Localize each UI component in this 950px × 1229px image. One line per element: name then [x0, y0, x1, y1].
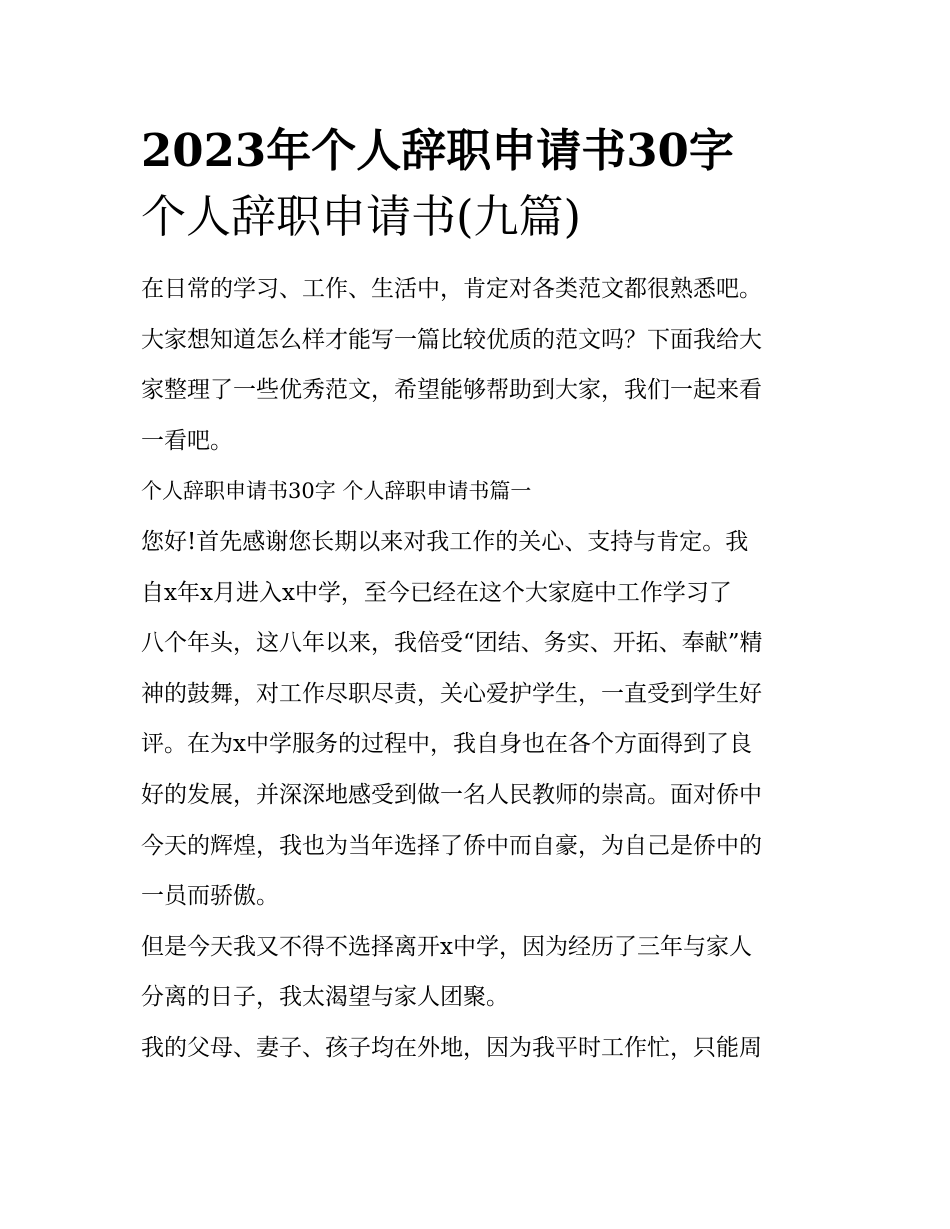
text-line: 我的父母、妻子、孩子均在外地，因为我平时工作忙，只能周: [141, 1034, 762, 1061]
intro-paragraph: [141, 264, 813, 466]
text-line: 家整理了一些优秀范文，希望能够帮助到大家，我们一起来看: [141, 377, 762, 404]
text-line: 分离的日子，我太渴望与家人团聚。: [141, 984, 509, 1011]
text-line: 一看吧。: [141, 427, 233, 454]
document-content: [141, 118, 813, 1074]
text-line: 今天的辉煌，我也为当年选择了侨中而自豪，为自己是侨中的: [141, 832, 762, 859]
text-line: 您好!首先感谢您长期以来对我工作的关心、支持与肯定。我: [141, 528, 749, 555]
body-paragraph: [141, 1023, 813, 1074]
body-paragraph: [141, 517, 813, 922]
text-line: 一员而骄傲。: [141, 883, 279, 910]
text-line: 神的鼓舞，对工作尽职尽责，关心爱护学生，一直受到学生好: [141, 680, 762, 707]
text-line: 八个年头，这八年以来，我倍受“团结、务实、开拓、奉献”精: [141, 630, 763, 657]
text-line: 在日常的学习、工作、生活中，肯定对各类范文都很熟悉吧。: [141, 276, 762, 302]
text-line: 个人辞职申请书30字 个人辞职申请书篇一: [141, 479, 532, 504]
document-title: [141, 118, 813, 250]
text-line: 自x年x月进入x中学，至今已经在这个大家庭中工作学习了: [141, 579, 732, 606]
section-heading: [141, 466, 813, 517]
title-line: 个人辞职申请书(九篇): [141, 190, 582, 243]
title-line: 2023年个人辞职申请书30字: [141, 124, 734, 177]
text-line: 评。在为x中学服务的过程中，我自身也在各个方面得到了良: [141, 731, 752, 758]
text-line: 好的发展，并深深地感受到做一名人民教师的崇高。面对侨中: [141, 781, 762, 808]
document-body: [141, 264, 813, 1074]
text-line: 但是今天我又不得不选择离开x中学，因为经历了三年与家人: [141, 933, 752, 960]
text-line: 大家想知道怎么样才能写一篇比较优质的范文吗？下面我给大: [141, 326, 762, 353]
body-paragraph: [141, 922, 813, 1023]
